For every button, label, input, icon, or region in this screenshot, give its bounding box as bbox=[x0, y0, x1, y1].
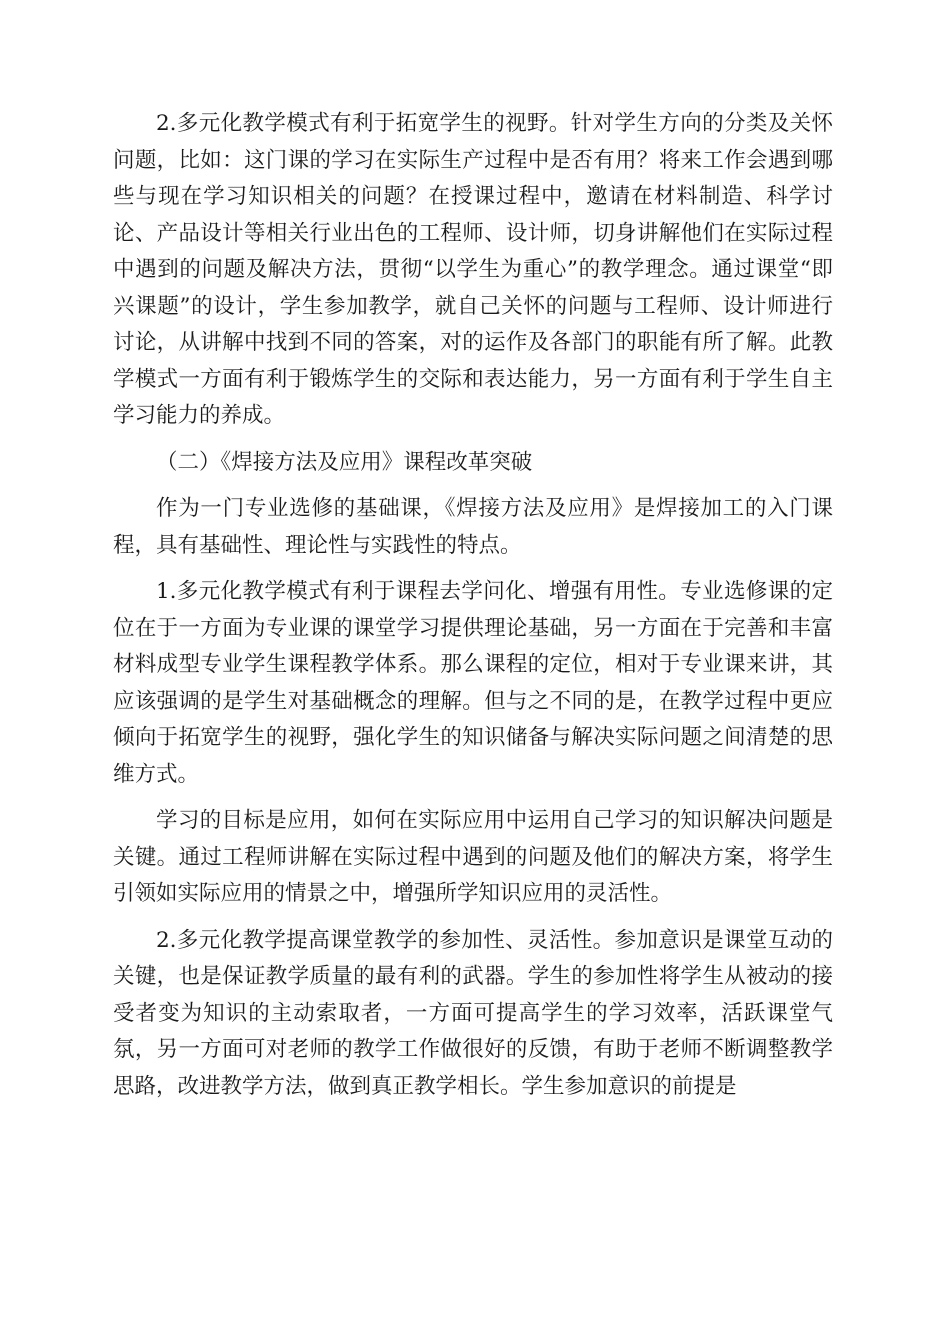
paragraph-participation-flexibility: 2.多元化教学提高课堂教学的参加性、灵活性。参加意识是课堂互动的关键，也是保证教学质量的最有利的武器。学生的参加性将学生从被动的接受者变为知识的主动索取者，一方面可提高学生的学习效率，活跃课堂气氛，另一方面可对老师的教学工作做很好的反馈，有助于老师不断调整教学思路，改进教学方法，做到真正教学相长。学生参加意识的前提是 bbox=[113, 927, 833, 1099]
paragraph-diversified-teaching-broadens-horizon: 2.多元化教学模式有利于拓宽学生的视野。针对学生方向的分类及关怀问题，比如：这门课的学习在实际生产过程中是否有用？将来工作会遇到哪些与现在学习知识相关的问题？在授课过程中，邀请在材料制造、科学讨论、产品设计等相关行业出色的工程师、设计师，切身讲解他们在实际过程中遇到的问题及解决方法，贯彻“以学生为重心”的教学理念。通过课堂“即兴课题”的设计，学生参加教学，就自己关怀的问题与工程师、设计师进行讨论，从讲解中找到不同的答案，对的运作及各部门的职能有所了解。此教学模式一方面有利于锻炼学生的交际和表达能力，另一方面有利于学生自主学习能力的养成。 bbox=[113, 111, 833, 428]
paragraph-de-academicize-course: 1.多元化教学模式有利于课程去学问化、增强有用性。专业选修课的定位在于一方面为专业课的课堂学习提供理论基础，另一方面在于完善和丰富材料成型专业学生课程教学体系。那么课程的定位，相对于专业课来讲，其应该强调的是学生对基础概念的理解。但与之不同的是，在教学过程中更应倾向于拓宽学生的视野，强化学生的知识储备与解决实际问题之间清楚的思维方式。 bbox=[113, 579, 833, 787]
paragraph-course-introduction: 作为一门专业选修的基础课，《焊接方法及应用》是焊接加工的入门课程，具有基础性、理论性与实践性的特点。 bbox=[113, 496, 833, 558]
document-body bbox=[113, 106, 833, 1105]
paragraph-learning-goal-application: 学习的目标是应用，如何在实际应用中运用自己学习的知识解决问题是关键。通过工程师讲解在实际过程中遇到的问题及他们的解决方案，将学生引领如实际应用的情景之中，增强所学知识应用的灵活性。 bbox=[113, 808, 833, 906]
section-heading-welding-course-reform: （二）《焊接方法及应用》课程改革突破 bbox=[156, 449, 533, 475]
